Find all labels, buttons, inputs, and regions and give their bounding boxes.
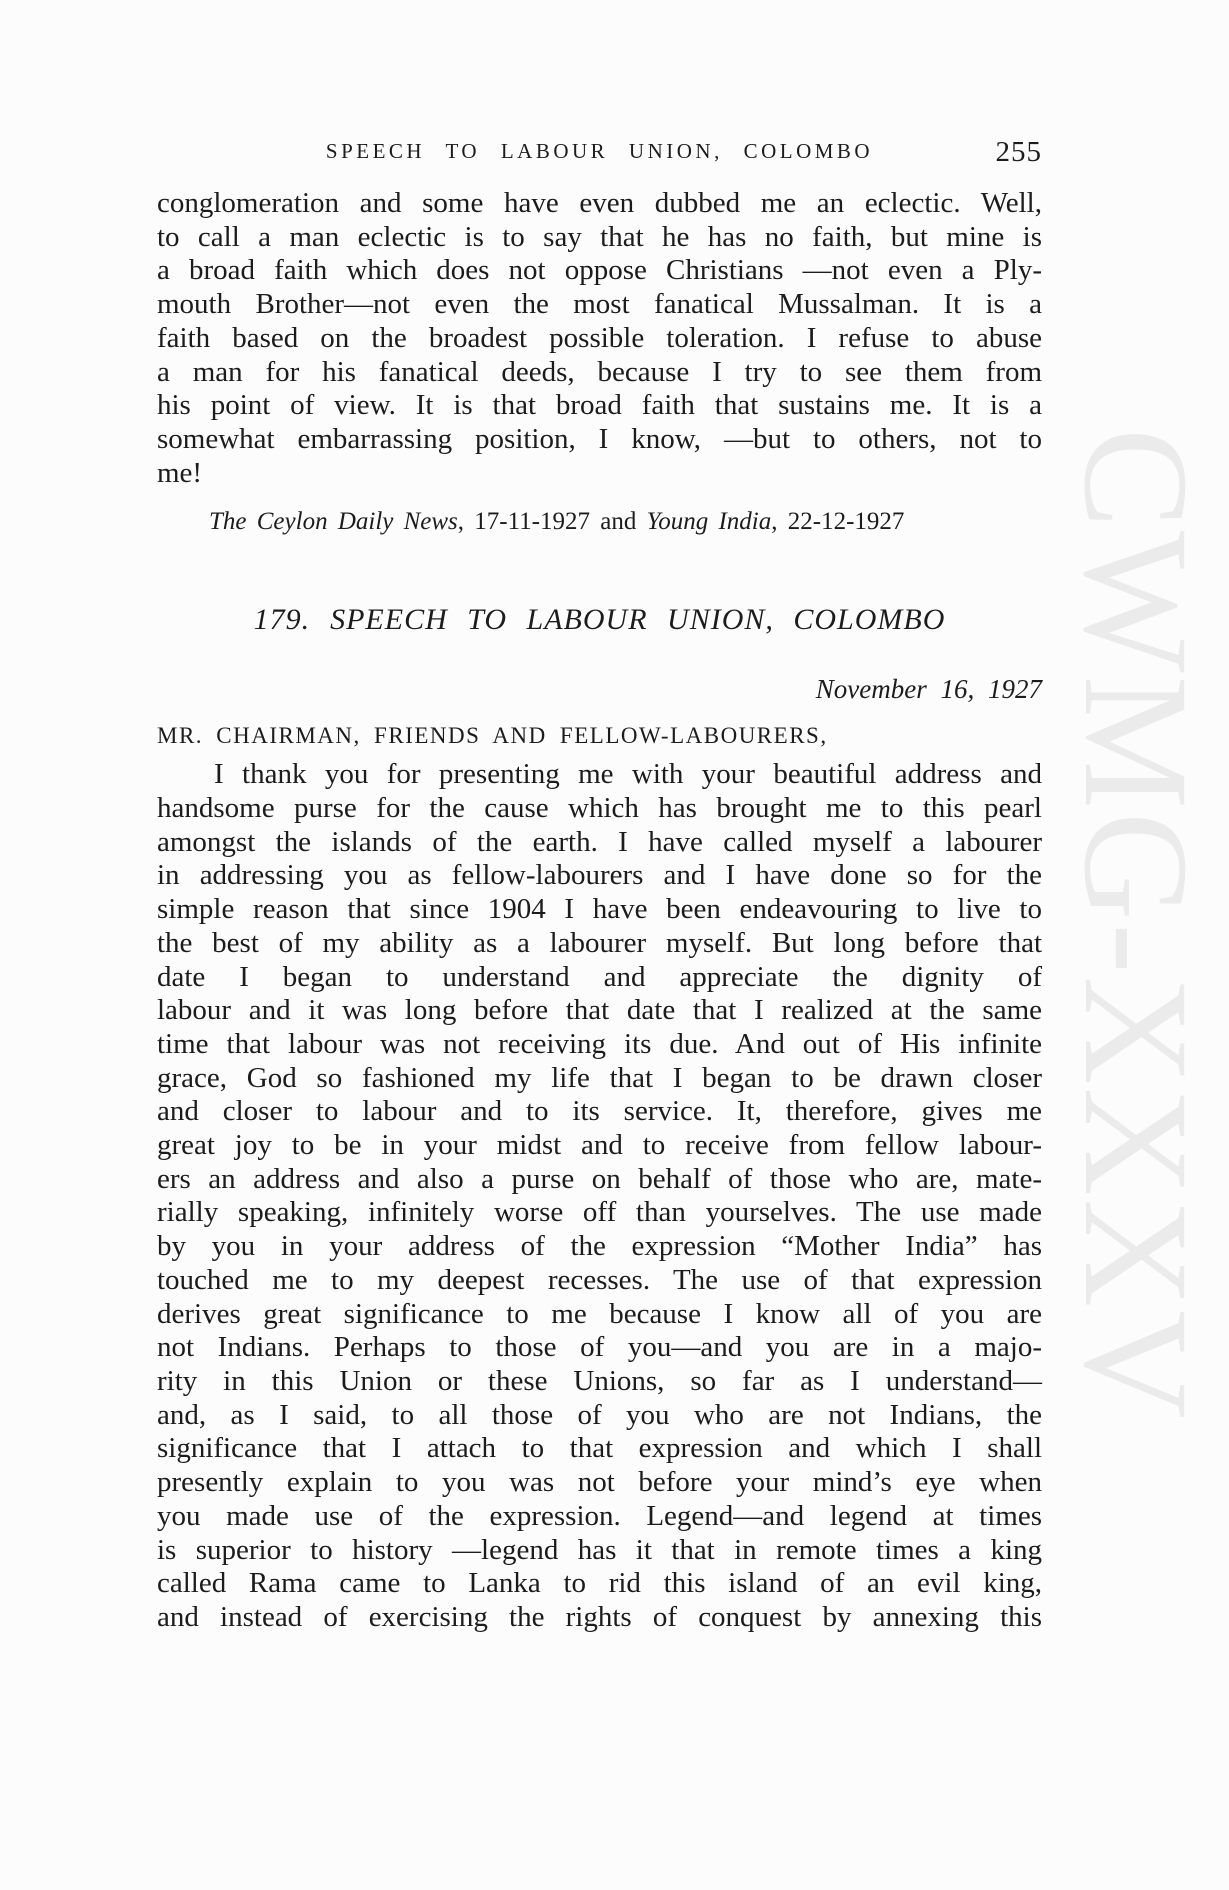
text-line: touched me to my deepest recesses. The use of that expression (157, 1263, 1042, 1296)
text-line: to call a man eclectic is to say that he has no faith, but mine is (157, 220, 1042, 253)
text-line: faith based on the broadest possible toleration. I refuse to abuse (157, 321, 1042, 354)
citation-source-title: Young India (646, 508, 772, 536)
article-heading (157, 600, 1042, 640)
text-line: mouth Brother—not even the most fanatical Mussalman. It is a (157, 288, 1042, 321)
text-line: significance that I attach to that expression and which I shall (157, 1432, 1042, 1465)
text-line: and closer to labour and to its service. It, therefore, gives me (157, 1095, 1042, 1128)
text-line: presently explain to you was not before your mind’s eye when (157, 1466, 1042, 1499)
text-column (157, 136, 1042, 1635)
text-line: simple reason that since 1904 I have been endeavouring to live to (157, 893, 1042, 926)
text-line: I thank you for presenting me with your beautiful address and (214, 758, 1042, 791)
salutation: MR. CHAIRMAN, FRIENDS AND FELLOW-LABOURERS, (157, 723, 828, 749)
text-line: is superior to history —legend has it that in remote times a king (157, 1533, 1042, 1566)
text-line: rially speaking, infinitely worse off than yourselves. The use made (157, 1196, 1042, 1229)
date-line: November 16, 1927 (815, 674, 1042, 705)
text-line: rity in this Union or these Unions, so far as I understand— (157, 1364, 1042, 1397)
watermark-text: CWMG-XXXV (1053, 428, 1219, 1422)
article-number: 179. (253, 603, 311, 637)
text-line: a man for his fanatical deeds, because I try to see them from (157, 355, 1042, 388)
speech-paragraph (157, 758, 1042, 1634)
text-line: handsome purse for the cause which has brought me to this pearl (157, 792, 1042, 825)
text-line: time that labour was not receiving its due. And out of His infinite (157, 1027, 1042, 1060)
text-line: and, as I said, to all those of you who are not Indians, the (157, 1398, 1042, 1431)
citation-source-title: The Ceylon Daily News (209, 508, 458, 536)
text-line: a broad faith which does not oppose Christians —not even a Ply- (157, 254, 1042, 287)
text-line: me! (157, 456, 203, 489)
text-line: conglomeration and some have even dubbed me an eclectic. Well, (157, 187, 1042, 219)
text-line: grace, God so fashioned my life that I began to be drawn closer (157, 1061, 1042, 1094)
article-title: SPEECH TO LABOUR UNION, COLOMBO (330, 603, 946, 637)
text-line: ers an address and also a purse on behalf of those who are, mate- (157, 1162, 1042, 1195)
text-line: somewhat embarrassing position, I know, —but to others, not to (157, 422, 1042, 455)
text-line: not Indians. Perhaps to those of you—and you are in a majo- (157, 1331, 1042, 1364)
text-line: date I began to understand and appreciate the dignity of (157, 960, 1042, 993)
citation-text: , 22-12-1927 (771, 508, 905, 536)
text-line: amongst the islands of the earth. I have called myself a labourer (157, 825, 1042, 858)
source-citation (157, 507, 1042, 537)
citation-text: , 17-11-1927 and (457, 508, 647, 536)
running-header (157, 136, 1042, 166)
page-number: 255 (995, 136, 1042, 168)
running-header-title: SPEECH TO LABOUR UNION, COLOMBO (325, 139, 874, 163)
text-line: in addressing you as fellow-labourers and I have done so for the (157, 859, 1042, 892)
text-line: the best of my ability as a labourer myself. But long before that (157, 926, 1042, 959)
text-line: by you in your address of the expression “Mother India” has (157, 1230, 1042, 1263)
text-line: his point of view. It is that broad faith that sustains me. It is a (157, 389, 1042, 422)
text-line: labour and it was long before that date that I realized at the same (157, 994, 1042, 1027)
text-line: you made use of the expression. Legend—and legend at times (157, 1499, 1042, 1532)
text-line: derives great significance to me because I know all of you are (157, 1297, 1042, 1330)
text-line: great joy to be in your midst and to receive from fellow labour- (157, 1129, 1042, 1162)
text-line: and instead of exercising the rights of conquest by annexing this (157, 1600, 1042, 1633)
text-line: called Rama came to Lanka to rid this island of an evil king, (157, 1567, 1042, 1600)
continuation-paragraph (157, 187, 1042, 490)
